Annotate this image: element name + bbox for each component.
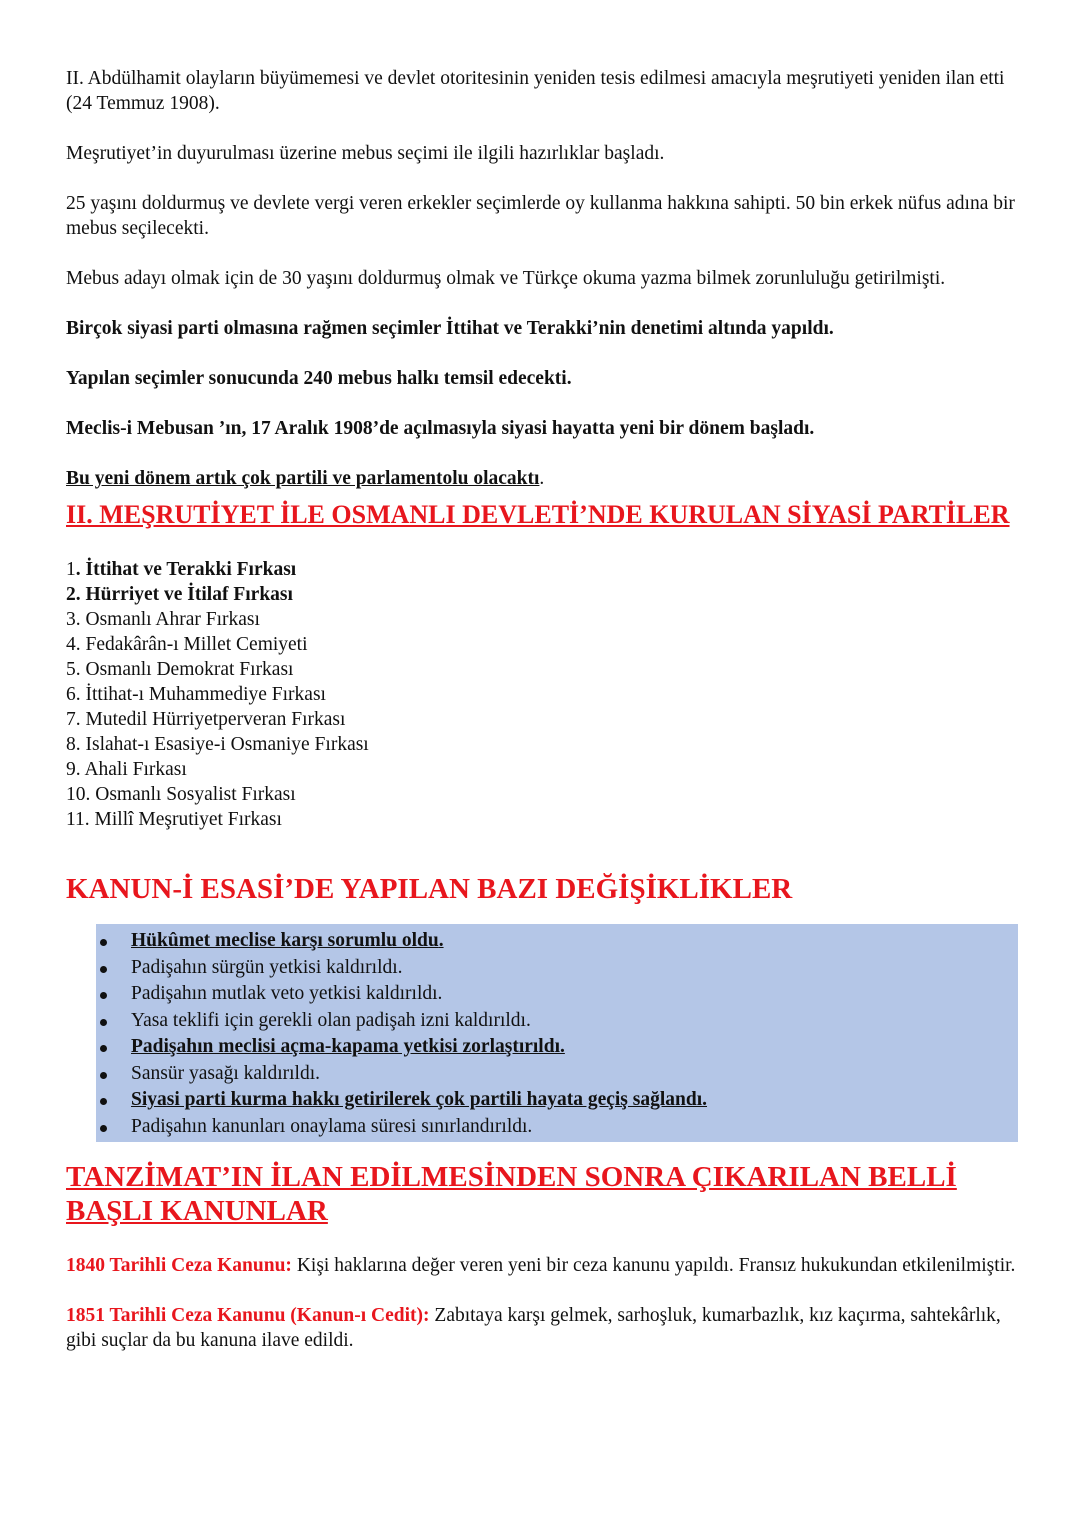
- party-number-punct: .: [85, 784, 96, 805]
- party-list-item: [66, 557, 1016, 582]
- bullet-icon: [100, 1125, 107, 1132]
- party-name: İttihat ve Terakki Fırkası: [85, 559, 297, 580]
- paragraph-election-preparations: Meşrutiyet’in duyurulması üzerine mebus seçimi ile ilgili hazırlıklar başladı.: [66, 143, 665, 164]
- new-era-period: .: [539, 468, 545, 489]
- party-list-item: [66, 632, 1016, 657]
- party-name: Fedakârân-ı Millet Cemiyeti: [85, 634, 308, 655]
- changes-list: [96, 928, 1018, 1140]
- party-number-punct: .: [75, 634, 86, 655]
- bullet-icon: [100, 966, 107, 973]
- paragraph-candidate-requirements: Mebus adayı olmak için de 30 yaşını doldurmuş olmak ve Türkçe okuma yazma bilmek zorunluluğu getirilmişti.: [66, 268, 946, 289]
- party-number-punct: .: [75, 659, 86, 680]
- party-list-item: [66, 682, 1016, 707]
- party-list-item: [66, 807, 1016, 832]
- party-list-item: [66, 782, 1016, 807]
- party-list-item: [66, 657, 1016, 682]
- party-name: Osmanlı Demokrat Fırkası: [85, 659, 294, 680]
- bullet-icon: [100, 1019, 107, 1026]
- changes-heading: KANUN-İ ESASİ’DE YAPILAN BAZI DEĞİŞİKLİKLER: [66, 873, 793, 905]
- change-text: Padişahın kanunları onaylama süresi sınırlandırıldı.: [131, 1115, 533, 1137]
- paragraph-constitution-proclaimed: II. Abdülhamit olayların büyümemesi ve devlet otoritesinin yeniden tesis edilmesi amacıyla meşrutiyeti yeniden ilan etti (24 Temmuz 1908).: [66, 68, 1005, 114]
- bullet-icon: [100, 1072, 107, 1079]
- paragraph-new-era: [66, 466, 1016, 491]
- party-number-punct: .: [75, 734, 86, 755]
- party-number: 2: [66, 584, 76, 605]
- change-text: Siyasi parti kurma hakkı getirilerek çok partili hayata geçiş sağlandı.: [131, 1089, 708, 1110]
- changes-box: [96, 924, 1018, 1142]
- party-number: 5: [66, 659, 76, 680]
- law-1840-label: 1840 Tarihli Ceza Kanunu:: [66, 1255, 292, 1276]
- law-1851-text: Zabıtaya karşı gelmek, sarhoşluk, kumarbazlık, kız kaçırma, sahtekârlık, gibi suçlar da bu kanuna ilave edildi.: [66, 1305, 1001, 1351]
- party-number-punct: .: [75, 609, 86, 630]
- bullet-icon: [100, 992, 107, 999]
- party-number: 9: [66, 759, 76, 780]
- change-item: [96, 1087, 1018, 1114]
- law-1840: [66, 1253, 1016, 1278]
- party-list-item: [66, 732, 1016, 757]
- paragraph-election-control: Birçok siyasi parti olmasına rağmen seçimler İttihat ve Terakki’nin denetimi altında yapıldı.: [66, 318, 834, 339]
- law-1851-label: 1851 Tarihli Ceza Kanunu (Kanun-ı Cedit):: [66, 1305, 430, 1326]
- party-number: 10: [66, 784, 86, 805]
- party-name: Osmanlı Ahrar Fırkası: [85, 609, 260, 630]
- party-number-punct: .: [84, 809, 95, 830]
- bullet-icon: [100, 1098, 107, 1105]
- change-text: Yasa teklifi için gerekli olan padişah izni kaldırıldı.: [131, 1009, 531, 1031]
- party-list-item: [66, 582, 1016, 607]
- party-number: 8: [66, 734, 76, 755]
- change-text: Hükûmet meclise karşı sorumlu oldu: [131, 930, 439, 951]
- change-item: [96, 928, 1018, 955]
- law-1851: [66, 1303, 1016, 1353]
- party-number: 6: [66, 684, 76, 705]
- change-item: [96, 1034, 1018, 1061]
- party-number-punct: .: [75, 559, 86, 580]
- party-number-punct: .: [75, 684, 86, 705]
- party-name: Mutedil Hürriyetperveran Fırkası: [85, 709, 346, 730]
- paragraph-voting-rights: 25 yaşını doldurmuş ve devlete vergi veren erkekler seçimlerde oy kullanma hakkına sahipti. 50 bin erkek nüfus adına bir mebus seçilecekti.: [66, 193, 1015, 239]
- change-item: [96, 955, 1018, 982]
- parties-heading: II. MEŞRUTİYET İLE OSMANLI DEVLETİ’NDE KURULAN SİYASİ PARTİLER: [66, 500, 1010, 529]
- party-number: 4: [66, 634, 76, 655]
- change-item: [96, 1114, 1018, 1141]
- change-text: Padişahın meclisi açma-kapama yetkisi zorlaştırıldı.: [131, 1036, 565, 1057]
- party-number-punct: .: [75, 709, 86, 730]
- change-text: Sansür yasağı kaldırıldı.: [131, 1062, 321, 1084]
- change-text: Padişahın sürgün yetkisi kaldırıldı.: [131, 956, 403, 978]
- new-era-text: Bu yeni dönem artık çok partili ve parlamentolu olacaktı: [66, 468, 540, 489]
- party-name: Hürriyet ve İtilaf Fırkası: [85, 584, 293, 605]
- party-number: 3: [66, 609, 76, 630]
- party-number-punct: .: [75, 584, 86, 605]
- party-list-item: [66, 757, 1016, 782]
- bullet-icon: [100, 939, 107, 946]
- change-text: Padişahın mutlak veto yetkisi kaldırıldı.: [131, 983, 443, 1004]
- change-item: [96, 1008, 1018, 1035]
- change-text-tail: .: [438, 930, 444, 951]
- document-page: [66, 66, 1016, 1353]
- change-item: [96, 1061, 1018, 1088]
- paragraph-parliament-opening: Meclis-i Mebusan ’ın, 17 Aralık 1908’de açılmasıyla siyasi hayatta yeni bir dönem başladı.: [66, 418, 815, 439]
- bullet-icon: [100, 1045, 107, 1052]
- party-name: İttihat-ı Muhammediye Fırkası: [85, 684, 326, 705]
- party-name: Millî Meşrutiyet Fırkası: [94, 809, 282, 830]
- party-number: 7: [66, 709, 76, 730]
- party-name: Islahat-ı Esasiye-i Osmaniye Fırkası: [85, 734, 369, 755]
- party-list: [66, 557, 1016, 832]
- laws-heading: TANZİMAT’IN İLAN EDİLMESİNDEN SONRA ÇIKARILAN BELLİ BAŞLI KANUNLAR: [66, 1161, 957, 1227]
- party-name: Ahali Fırkası: [84, 759, 187, 780]
- party-list-item: [66, 607, 1016, 632]
- party-number: 11: [66, 809, 85, 830]
- paragraph-deputy-count: Yapılan seçimler sonucunda 240 mebus halkı temsil edecekti.: [66, 368, 572, 389]
- party-number: 1: [66, 559, 76, 580]
- change-item: [96, 981, 1018, 1008]
- law-1840-text: Kişi haklarına değer veren yeni bir ceza kanunu yapıldı. Fransız hukukundan etkilenilmiştir.: [291, 1255, 1016, 1276]
- party-list-item: [66, 707, 1016, 732]
- party-name: Osmanlı Sosyalist Fırkası: [95, 784, 296, 805]
- party-number-punct: .: [75, 759, 85, 780]
